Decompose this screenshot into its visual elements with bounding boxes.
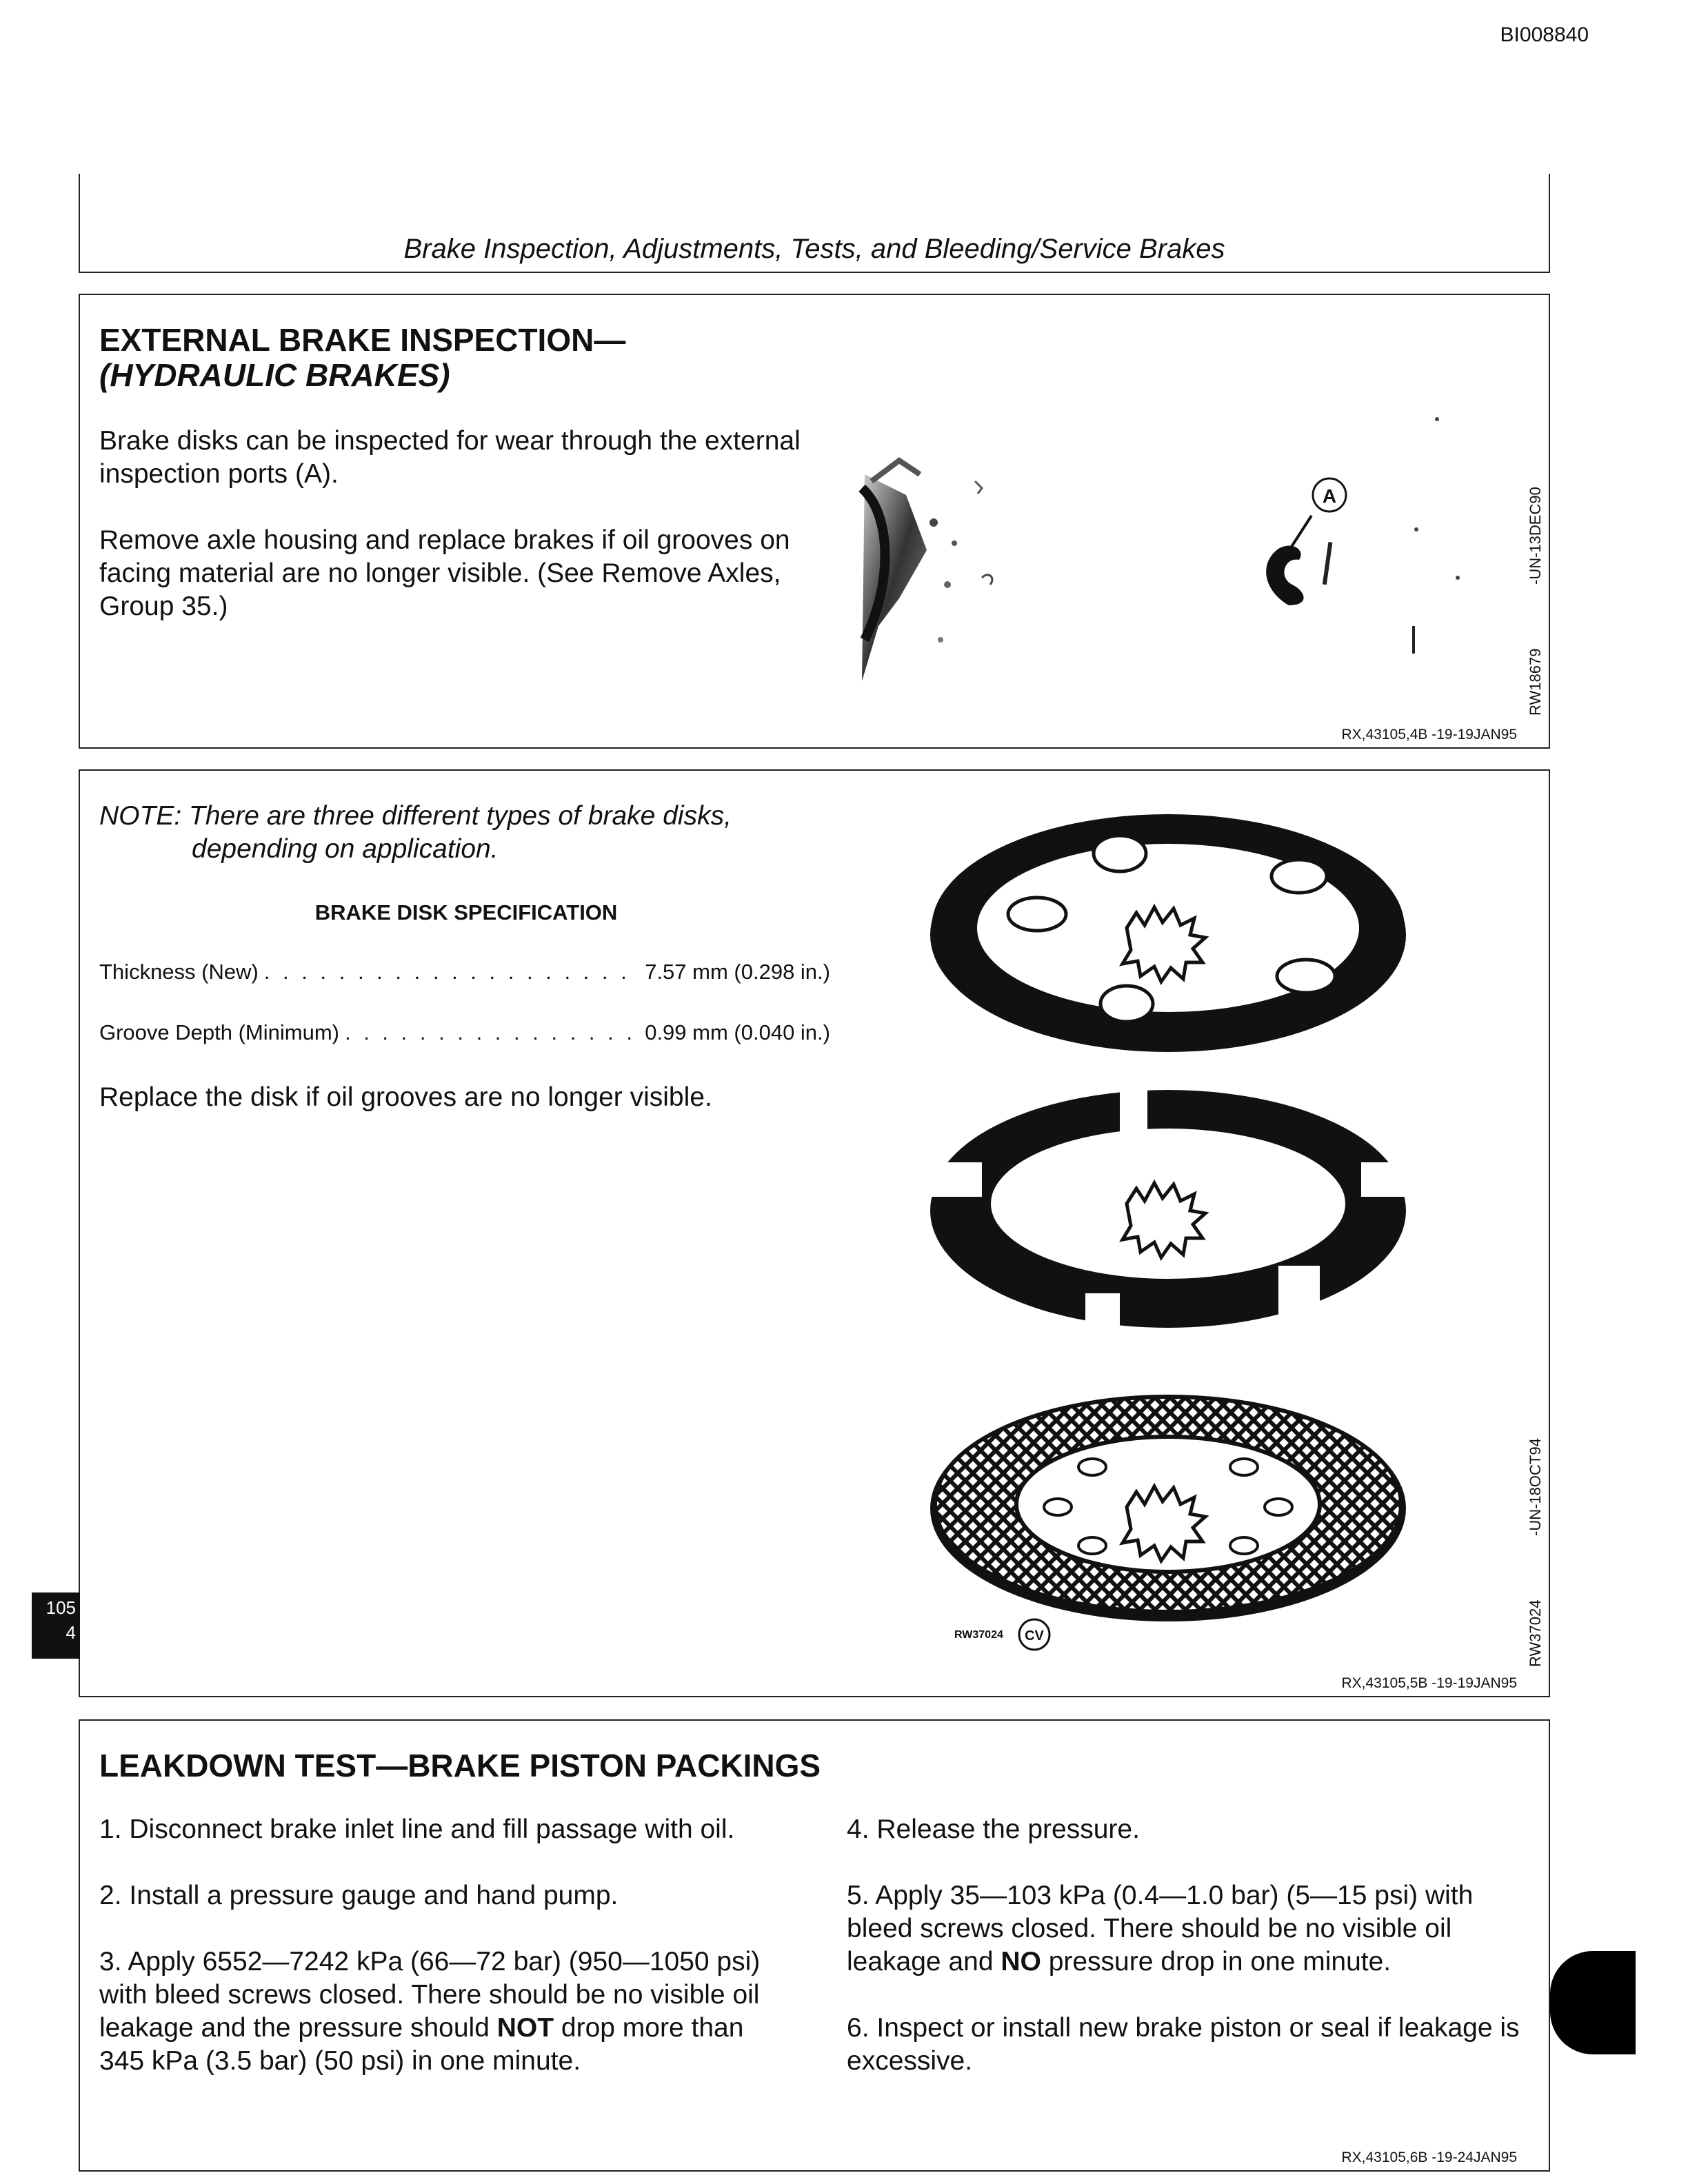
spec-leader-dots [345,1020,639,1045]
section1-image-code-bottom: RW18679 [1527,648,1544,716]
section1-paragraph-2: Remove axle housing and replace brakes if oil grooves on facing material are no longer visible. (See Remove Axles, Group 35.) [99,525,790,621]
note-line-1: NOTE: There are three different types of brake disks, [99,801,732,831]
spec-title: BRAKE DISK SPECIFICATION [314,900,618,924]
section2-reference: RX,43105,5B -19-19JAN95 [1341,1675,1517,1691]
page-header [79,174,1550,273]
callout-a-label: A [1322,485,1337,507]
spec-leader-dots [264,960,639,984]
step-1: 1. Disconnect brake inlet line and fill passage with oil. [99,1814,735,1844]
step-2: 2. Install a pressure gauge and hand pump. [99,1881,619,1910]
thumb-index-marker [1550,1951,1636,2054]
cv-mark-label: CV [1025,1628,1044,1644]
note-line-2: depending on application. [192,834,499,864]
spec-label-groove-depth: Groove Depth (Minimum) [99,1020,339,1044]
figure-small-label: RW37024 [954,1629,1003,1641]
section1-title [99,323,625,392]
brake-disk-type-2 [920,1086,1416,1335]
steps-right-list [847,1813,1523,2078]
step-5: 5. Apply 35—103 kPa (0.4—1.0 bar) (5—15 psi) with bleed screws closed. There should be no visible oil leakage and NO pressure drop in one minute. [847,1881,1474,1976]
step-4: 4. Release the pressure. [847,1814,1140,1844]
brake-disk-type-3 [930,1395,1406,1621]
section-leakdown-test [79,1719,1550,2172]
group-side-tab [32,1593,80,1659]
step-6: 6. Inspect or install new brake piston or seal if leakage is excessive. [847,2013,1520,2076]
spec-row-thickness [99,960,830,984]
section2-paragraph: Replace the disk if oil grooves are no longer visible. [99,1082,712,1112]
brake-inspection-photo [851,378,1513,695]
section3-title: LEAKDOWN TEST—BRAKE PISTON PACKINGS [99,1748,821,1783]
section3-reference: RX,43105,6B -19-24JAN95 [1341,2150,1517,2165]
section1-title-line1: EXTERNAL BRAKE INSPECTION— [99,322,626,358]
spec-row-groove-depth [99,1020,830,1045]
spec-value-thickness: 7.57 mm (0.298 in.) [645,960,830,984]
section-brake-disk-specification [79,769,1550,1697]
brake-disk-type-1 [930,816,1406,1052]
section1-paragraph-1: Brake disks can be inspected for wear through the external inspection ports (A). [99,426,801,489]
section1-image-code-top: -UN-13DEC90 [1527,487,1544,585]
spec-value-groove-depth: 0.99 mm (0.040 in.) [645,1020,830,1044]
side-tab-page: 4 [66,1622,76,1643]
section2-image-code-top: -UN-18OCT94 [1527,1438,1544,1536]
section2-image-code-bottom: RW37024 [1527,1599,1544,1667]
header-title: Brake Inspection, Adjustments, Tests, and Bleeding/Service Brakes [403,234,1225,264]
section-external-brake-inspection [79,294,1550,749]
spec-label-thickness: Thickness (New) [99,960,259,984]
document-id: BI008840 [1500,23,1589,46]
brake-disks-illustration [920,811,1513,1659]
step-3: 3. Apply 6552—7242 kPa (66—72 bar) (950—1050 psi) with bleed screws closed. There should be no visible oil leakage and the pressure should NOT drop more than 345 kPa (3.5 bar) (50 psi) in one minute. [99,1947,761,2076]
section1-title-line2: (HYDRAULIC BRAKES) [99,356,450,393]
section1-reference: RX,43105,4B -19-19JAN95 [1341,727,1517,742]
side-tab-group: 105 [46,1597,76,1618]
steps-left-list [99,1813,796,2078]
